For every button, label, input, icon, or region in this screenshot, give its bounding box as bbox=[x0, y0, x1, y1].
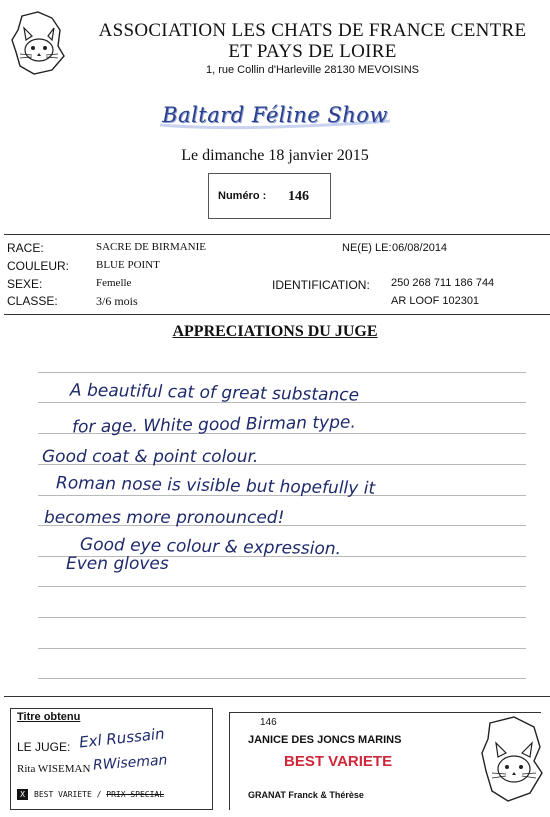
ruled-line bbox=[38, 617, 526, 618]
judge-name: Rita WISEMAN bbox=[17, 763, 91, 775]
appreciations-title: APPRECIATIONS DU JUGE bbox=[172, 323, 378, 340]
identification-value: 250 268 711 186 744 bbox=[391, 277, 495, 289]
show-title-banner bbox=[0, 95, 550, 137]
certificate-prix-special: PRIX SPECIAL bbox=[106, 790, 165, 799]
appreciation-line-1: A beautiful cat of great substance bbox=[69, 380, 360, 406]
association-logo bbox=[8, 10, 70, 78]
sexe-value: Femelle bbox=[96, 277, 132, 289]
loof-number: AR LOOF 102301 bbox=[391, 295, 480, 307]
numero-label: Numéro : bbox=[218, 190, 267, 202]
born-label: NE(E) LE: bbox=[342, 242, 392, 254]
couleur-label: COULEUR: bbox=[7, 259, 70, 273]
judge-signature: Exl Russain bbox=[78, 724, 166, 752]
appreciation-line-6: Good eye colour & expression. bbox=[79, 534, 342, 560]
ruled-line bbox=[38, 678, 526, 679]
show-date: Le dimanche 18 janvier 2015 bbox=[181, 147, 369, 164]
association-logo-small bbox=[480, 713, 546, 805]
appreciation-line-7: Even gloves bbox=[66, 554, 169, 574]
ruled-line bbox=[38, 648, 526, 649]
sexe-label: SEXE: bbox=[7, 277, 43, 291]
cat-name: JANICE DES JONCS MARINS bbox=[248, 734, 402, 746]
titre-obtenu-label: Titre obtenu bbox=[17, 711, 81, 723]
classe-label: CLASSE: bbox=[7, 294, 58, 308]
identification-label: IDENTIFICATION: bbox=[272, 278, 370, 292]
numero-value: 146 bbox=[288, 189, 309, 204]
owner-name: GRANAT Franck & Thérèse bbox=[248, 790, 364, 800]
judge-label: LE JUGE: bbox=[17, 740, 71, 754]
divider bbox=[4, 234, 550, 235]
award-label: BEST VARIETE bbox=[284, 753, 393, 770]
association-title bbox=[80, 20, 545, 62]
appreciation-line-4: Roman nose is visible but hopefully it bbox=[55, 473, 376, 499]
association-line1: ASSOCIATION LES CHATS DE FRANCE CENTRE bbox=[98, 20, 527, 41]
classe-value: 3/6 mois bbox=[96, 294, 138, 308]
couleur-value: BLUE POINT bbox=[96, 259, 160, 271]
association-address: 1, rue Collin d'Harleville 28130 MEVOISINS bbox=[205, 64, 420, 76]
best-variete-checkbox: X bbox=[17, 789, 28, 800]
race-value: SACRE DE BIRMANIE bbox=[96, 241, 207, 253]
ruled-line bbox=[38, 372, 526, 373]
judge-result-box bbox=[10, 708, 213, 810]
numero-box bbox=[208, 173, 331, 219]
divider bbox=[4, 696, 550, 697]
divider bbox=[4, 314, 550, 315]
certificate-line bbox=[17, 789, 164, 800]
race-label: RACE: bbox=[7, 241, 44, 255]
appreciation-line-5: becomes more pronounced! bbox=[44, 508, 285, 528]
card-number: 146 bbox=[260, 717, 277, 728]
born-value: 06/08/2014 bbox=[392, 242, 448, 254]
association-line2: ET PAYS DE LOIRE bbox=[228, 41, 397, 62]
certificate-best-variete: BEST VARIETE / bbox=[34, 790, 102, 799]
ruled-line bbox=[38, 586, 526, 587]
show-name: Baltard Féline Show bbox=[162, 103, 388, 127]
appreciation-line-2: for age. White good Birman type. bbox=[71, 412, 356, 438]
appreciation-line-3: Good coat & point colour. bbox=[42, 447, 259, 467]
name-signature: RWiseman bbox=[92, 752, 168, 774]
